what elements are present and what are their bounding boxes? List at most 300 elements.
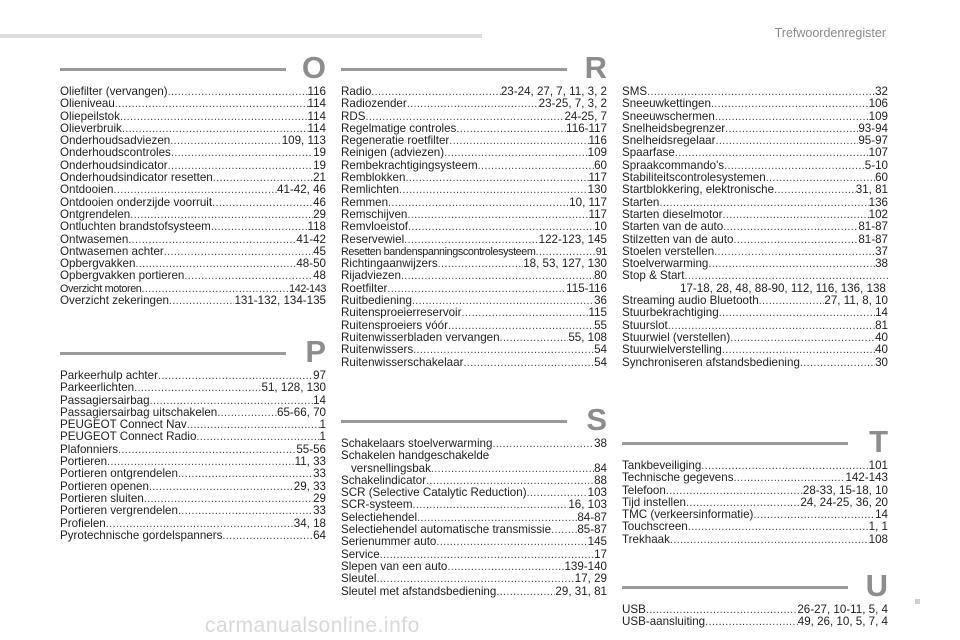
leader-dots [431, 463, 594, 475]
index-entry-pages: 23-25, 7, 3, 2 [538, 98, 607, 111]
leader-dots [659, 197, 868, 209]
index-entry [341, 283, 607, 295]
leader-dots [122, 123, 308, 135]
index-entry-pages: 29 [313, 208, 326, 221]
index-entry-pages: 40 [875, 344, 888, 357]
index-entry-term: USB [622, 604, 646, 616]
index-entry [622, 509, 888, 521]
index-entry [341, 475, 607, 487]
index-entry [622, 270, 888, 295]
index-entry-pages: 17-18, 28, 48, 88-90, 112, 116, 136, 138 [680, 281, 886, 295]
index-entry-pages: 55-56 [296, 443, 326, 456]
index-entry-pages: 26-27, 10-11, 5, 4 [797, 604, 888, 616]
index-entry [60, 431, 326, 443]
index-entry-term: Sneeuwkettingen [622, 98, 711, 111]
index-entry-pages: 10, 117 [569, 196, 607, 209]
leader-dots [730, 332, 875, 344]
index-entry-pages: 109 [587, 147, 607, 160]
leader-dots [759, 295, 825, 307]
leader-dots [408, 221, 594, 233]
index-entry-term: Portieren [60, 456, 108, 469]
index-section [622, 424, 888, 546]
leader-dots [675, 147, 869, 159]
index-entry-term: Ruitensproeiers vóór [341, 319, 448, 332]
index-entry-pages: 31, 81 [855, 184, 888, 197]
index-entry [341, 499, 607, 511]
index-entry [341, 221, 607, 233]
index-entry-pages: 114 [307, 122, 326, 135]
leader-dots [401, 270, 594, 282]
index-entry-pages: 142-143 [289, 282, 326, 295]
leader-dots [130, 209, 313, 221]
leader-dots [413, 499, 569, 511]
leader-dots [436, 536, 587, 548]
leader-dots [169, 295, 235, 307]
index-entry [622, 86, 888, 98]
index-entry-term: Onderhoudsindicator resetten [60, 172, 213, 185]
index-entry-term: Telefoon [622, 484, 666, 497]
index-entry-term: Schakelaars stoelverwarming [341, 438, 493, 450]
index-entry-pages: 19 [313, 159, 326, 172]
index-entry-term: Roetfilter [341, 282, 388, 295]
index-entry-pages: 101 [868, 460, 888, 472]
index-entry-pages: 24-25, 7 [564, 110, 607, 123]
leader-dots [711, 98, 869, 110]
index-entry-pages: 40 [875, 331, 888, 344]
index-entry-term: Selectiehendel [341, 511, 418, 524]
index-entry-term: Stuurslot [622, 319, 668, 332]
index-entry-term: Oliepeilstok [60, 110, 120, 123]
index-entry-pages: 95-97 [858, 135, 888, 148]
index-entry [60, 493, 326, 505]
leader-dots [753, 509, 875, 521]
index-entry [341, 86, 607, 98]
leader-dots [404, 234, 539, 246]
index-entry-pages: 38 [594, 438, 607, 450]
index-entry-term: RDS [341, 110, 366, 123]
index-entry-pages: 48 [313, 270, 326, 283]
index-entry [341, 160, 607, 172]
index-entry [622, 604, 888, 616]
leader-dots [666, 485, 803, 497]
leader-dots [496, 586, 555, 598]
leader-dots [448, 320, 594, 332]
index-entry-term: Ruitbediening [341, 295, 412, 308]
index-entry-pages: 131-132, 134-135 [234, 295, 326, 308]
leader-dots [668, 320, 875, 332]
index-entry-term: SCR-systeem [341, 499, 413, 512]
index-entry [60, 221, 326, 233]
index-entry-term: Plafonniers [60, 443, 119, 456]
index-entry [622, 521, 888, 533]
index-entry-term: Remblokken [341, 172, 406, 185]
index-entry-term: Ruitenwissers [341, 344, 414, 357]
index-entry-pages: 54 [594, 344, 607, 357]
index-entry [60, 172, 326, 184]
index-entry [60, 86, 326, 98]
index-entry-term: USB-aansluiting [622, 616, 706, 629]
index-entry [341, 344, 607, 356]
index-entry [622, 111, 888, 123]
index-entry-pages: 118 [307, 221, 326, 234]
leader-dots [388, 197, 569, 209]
index-entry-term: Streaming audio Bluetooth [622, 295, 759, 308]
section-letter: O [301, 50, 326, 85]
index-entry-term: Snelheidsregelaar [622, 135, 716, 148]
index-entry [622, 307, 888, 319]
index-entry-term: Stoelverwarming [622, 258, 709, 271]
leader-dots [734, 472, 846, 484]
index-entry [622, 497, 888, 509]
index-entry [341, 549, 607, 561]
index-entry-term: Portieren sluiten [60, 492, 144, 505]
index-entry-term: Ruitenwisserbladen vervangen [341, 331, 500, 344]
leader-dots [535, 246, 595, 258]
leader-dots [134, 382, 261, 394]
page-header-title: Trefwoordenregister [774, 26, 886, 40]
index-entry-term: Stuurwiel (verstellen) [622, 331, 731, 344]
index-entry [60, 382, 326, 394]
leader-dots [170, 135, 281, 147]
index-entry [341, 135, 607, 147]
index-entry-term: Reservewiel [341, 233, 405, 246]
leader-dots [158, 370, 313, 382]
index-entry [60, 419, 326, 431]
leader-dots [766, 172, 875, 184]
index-entry [622, 295, 888, 307]
index-entry-pages: 21 [313, 172, 326, 185]
index-entry [341, 450, 607, 475]
index-entry-term: Remschijven [341, 208, 408, 221]
index-entry [622, 258, 888, 270]
leader-dots [128, 234, 296, 246]
leader-dots [222, 530, 313, 542]
section-letter: U [865, 568, 888, 603]
leader-dots [168, 86, 308, 98]
index-entry-pages: 109, 113 [281, 135, 326, 148]
index-entry [60, 530, 326, 542]
index-entry [341, 357, 607, 369]
leader-dots [217, 407, 277, 419]
index-entry [60, 270, 326, 282]
index-entry-term: Ontgrendelen [60, 208, 131, 221]
index-entry-pages: 41-42 [296, 233, 326, 246]
index-entry-pages: 117 [588, 172, 607, 185]
leader-dots [723, 209, 869, 221]
index-entry [341, 184, 607, 196]
index-entry-term: Portieren ontgrendelen [60, 468, 178, 481]
index-entry [60, 258, 326, 270]
leader-dots [723, 221, 858, 233]
index-entry-pages: 108 [868, 533, 888, 546]
index-entry [341, 197, 607, 209]
index-entry-term: Ontdooien onderzijde voorruit [60, 196, 213, 209]
leader-dots [150, 395, 314, 407]
leader-dots [171, 147, 313, 159]
index-entry-pages: 116 [588, 135, 607, 148]
index-entry-term: SMS [622, 86, 648, 98]
index-entry-term: Remlichten [341, 184, 399, 197]
index-entry-term: Sleutel [341, 573, 377, 586]
index-entry [60, 147, 326, 159]
leader-dots [412, 295, 594, 307]
index-entry-term: Overzicht motoren [60, 282, 142, 295]
index-entry [60, 407, 326, 419]
index-entry [60, 295, 326, 307]
leader-dots [478, 160, 594, 172]
section-header [622, 424, 888, 460]
index-entry-term: Resetten bandenspanningscontrolesysteem [341, 245, 536, 258]
index-entry-term: Opbergvakken [60, 258, 136, 271]
index-entry-term: PEUGEOT Connect Nav [60, 419, 187, 432]
leader-dots [646, 604, 797, 616]
index-entry-pages: 10 [594, 221, 607, 234]
index-entry-pages: 33 [313, 505, 326, 518]
leader-dots [212, 197, 313, 209]
index-entry-pages: 55, 108 [568, 331, 607, 344]
index-entry-pages: 17 [594, 548, 607, 561]
leader-dots [500, 332, 569, 344]
leader-dots [376, 573, 574, 585]
index-entry-term: Ruitenwisserschakelaar [341, 356, 464, 369]
index-entry-pages: 29, 31, 81 [555, 585, 607, 598]
leader-dots [647, 86, 875, 98]
leader-dots [447, 561, 564, 573]
index-entry-pages: 27, 11, 8, 10 [824, 295, 888, 308]
index-entry-term: Onderhoudsindicator [60, 159, 168, 172]
index-entry-term: Reinigen (adviezen) [341, 147, 445, 160]
leader-dots [114, 184, 277, 196]
index-entry-term: Spraakcommando's [622, 159, 725, 172]
section-header [341, 402, 607, 438]
index-entry [622, 344, 888, 356]
index-entry [622, 320, 888, 332]
index-entry-term: Opbergvakken portieren [60, 270, 185, 283]
index-entry [60, 518, 326, 530]
leader-dots [527, 487, 588, 499]
leader-dots [387, 283, 566, 295]
index-entry-term: Parkeerhulp achter [60, 370, 158, 382]
index-entry [341, 123, 607, 135]
index-entry-term: Starten [622, 196, 660, 209]
index-entry-pages: 88 [594, 474, 607, 487]
index-entry [341, 234, 607, 246]
leader-dots [800, 357, 875, 369]
index-entry-term: Snelheidsbegrenzer [622, 122, 726, 135]
index-entry-pages: 84-87 [577, 511, 607, 524]
index-entry-pages: 93-94 [858, 122, 888, 135]
index-entry-pages: 33 [313, 468, 326, 481]
index-entry [60, 481, 326, 493]
index-entry-pages: 28-33, 15-18, 10 [802, 484, 888, 497]
index-entry-term: Regelmatige controles [341, 122, 457, 135]
index-entry [60, 234, 326, 246]
index-entry [622, 534, 888, 546]
index-entry [622, 234, 888, 246]
index-entry [341, 586, 607, 598]
leader-dots [719, 307, 875, 319]
index-entry [622, 98, 888, 110]
leader-dots [149, 481, 294, 493]
index-entry [341, 512, 607, 524]
leader-dots [365, 111, 564, 123]
index-entry-pages: 54 [594, 356, 607, 369]
leader-dots [213, 172, 313, 184]
index-section [341, 402, 607, 598]
index-entry-pages: 37 [875, 245, 888, 258]
index-entry-pages: 41-42, 46 [277, 184, 326, 197]
leader-dots [144, 493, 313, 505]
leader-dots [463, 357, 594, 369]
section-header [60, 50, 326, 86]
index-entry-term: Profielen [60, 517, 106, 530]
index-entry-term: Ontluchten brandstofsysteem [60, 221, 211, 234]
leader-dots [196, 431, 319, 443]
leader-dots [164, 246, 313, 258]
index-entry [622, 472, 888, 484]
index-entry-term-continued: versnellingsbak [351, 462, 431, 475]
index-entry-pages: 122-123, 145 [538, 233, 607, 246]
page-corner-mark [915, 599, 920, 604]
index-entry-pages: 23-24, 27, 7, 11, 3, 2 [500, 86, 607, 98]
index-entry-pages: 1, 1 [868, 521, 888, 534]
index-entry [622, 616, 888, 628]
index-entry-term: Rijadviezen [341, 270, 401, 283]
index-entry-term: Starten van de auto [622, 221, 724, 234]
index-entry-pages: 80 [594, 270, 607, 283]
index-entry [60, 444, 326, 456]
index-entry-pages: 45 [313, 245, 326, 258]
index-entry [622, 123, 888, 135]
leader-dots [708, 258, 875, 270]
index-entry-pages: 16, 103 [568, 499, 607, 512]
index-entry-pages: 30 [875, 356, 888, 369]
section-rule [341, 420, 567, 423]
header-rule [0, 34, 482, 38]
index-section [622, 86, 888, 369]
leader-dots [407, 98, 539, 110]
index-entry-term: TMC (verkeersinformatie) [622, 509, 754, 522]
index-entry-term: Stop & Start [622, 270, 685, 283]
index-entry-term: Schakelen handgeschakelde [341, 449, 490, 463]
index-entry-term: Stabiliteitscontrolesystemen [622, 172, 766, 185]
index-entry-pages: 114 [307, 98, 326, 111]
index-entry [341, 573, 607, 585]
section-letter: T [869, 424, 888, 459]
index-entry-pages: 14 [875, 307, 888, 320]
index-entry-pages: 64 [313, 529, 326, 542]
index-entry [622, 246, 888, 258]
index-entry [622, 209, 888, 221]
index-entry-pages: 32 [875, 86, 888, 98]
index-entry-pages: 14 [313, 394, 326, 407]
leader-dots [168, 160, 313, 172]
index-entry-term: Slepen van een auto [341, 560, 448, 573]
index-entry-pages: 49, 26, 10, 5, 7, 4 [797, 616, 888, 629]
index-entry-term: Overzicht zekeringen [60, 295, 169, 308]
leader-dots [178, 468, 313, 480]
index-entry-term: Ontwasemen [60, 233, 129, 246]
index-entry [341, 147, 607, 159]
leader-dots [106, 518, 294, 530]
leader-dots [701, 460, 868, 472]
index-entry-pages: 106 [868, 98, 888, 111]
index-entry-term: Schakelindicator [341, 474, 427, 487]
index-entry [60, 111, 326, 123]
leader-dots [405, 172, 588, 184]
index-entry-pages: 14 [875, 509, 888, 522]
index-entry-pages: 130 [587, 184, 607, 197]
index-entry [60, 160, 326, 172]
index-entry-term: Pyrotechnische gordelspanners [60, 529, 223, 542]
leader-dots [115, 98, 308, 110]
index-entry [60, 283, 326, 295]
index-entry [622, 135, 888, 147]
index-entry [60, 370, 326, 382]
index-entry-term: Service [341, 548, 380, 561]
section-letter: P [305, 334, 326, 369]
index-entry-pages: 107 [868, 147, 888, 160]
index-entry-term: Ruitensproeierreservoir [341, 307, 462, 320]
index-entry-term: Ontwasemen achter [60, 245, 164, 258]
leader-dots [141, 283, 289, 295]
leader-dots [380, 549, 594, 561]
index-entry-pages: 81-87 [858, 221, 888, 234]
index-entry-term: Tankbeveiliging [622, 460, 702, 472]
index-entry-pages: 29, 33 [293, 480, 326, 493]
leader-dots [715, 111, 869, 123]
section-rule [622, 586, 848, 589]
section-letter: S [586, 402, 607, 437]
leader-dots [715, 135, 858, 147]
index-entry [341, 295, 607, 307]
watermark-text: carmanualsonline.info [205, 614, 420, 637]
index-entry [60, 395, 326, 407]
section-letter: R [584, 50, 607, 85]
index-entry [60, 135, 326, 147]
index-entry [622, 221, 888, 233]
index-entry-pages: 115 [588, 307, 607, 320]
index-entry-term: SCR (Selective Catalytic Reduction) [341, 487, 527, 500]
leader-dots [449, 135, 588, 147]
leader-dots [399, 184, 588, 196]
index-entry-pages: 18, 53, 127, 130 [523, 258, 607, 271]
leader-dots [187, 419, 320, 431]
index-entry-term: Regeneratie roetfilter [341, 135, 450, 148]
index-entry-term: Stoelen verstellen [622, 245, 715, 258]
leader-dots [705, 616, 798, 628]
section-rule [60, 68, 286, 71]
section-rule [341, 68, 567, 71]
index-entry [622, 172, 888, 184]
leader-dots [724, 160, 865, 172]
index-entry [341, 561, 607, 573]
index-entry-term: Rembekrachtigingsysteem [341, 159, 478, 172]
index-entry-term: Startblokkering, elektronische [622, 184, 775, 197]
leader-dots [120, 111, 308, 123]
index-entry-pages: 114 [307, 110, 326, 123]
index-entry-pages: 115-116 [566, 282, 607, 295]
index-entry-term: Remmen [341, 196, 389, 209]
index-entry-term: Passagiersairbag [60, 394, 150, 407]
index-entry-term: Radio [341, 86, 372, 98]
index-entry-pages: 60 [594, 159, 607, 172]
index-entry-term: Technische gegevens [622, 472, 734, 485]
index-entry-pages: 84 [594, 462, 607, 475]
index-entry [60, 98, 326, 110]
leader-dots [551, 524, 577, 536]
leader-dots [725, 123, 858, 135]
